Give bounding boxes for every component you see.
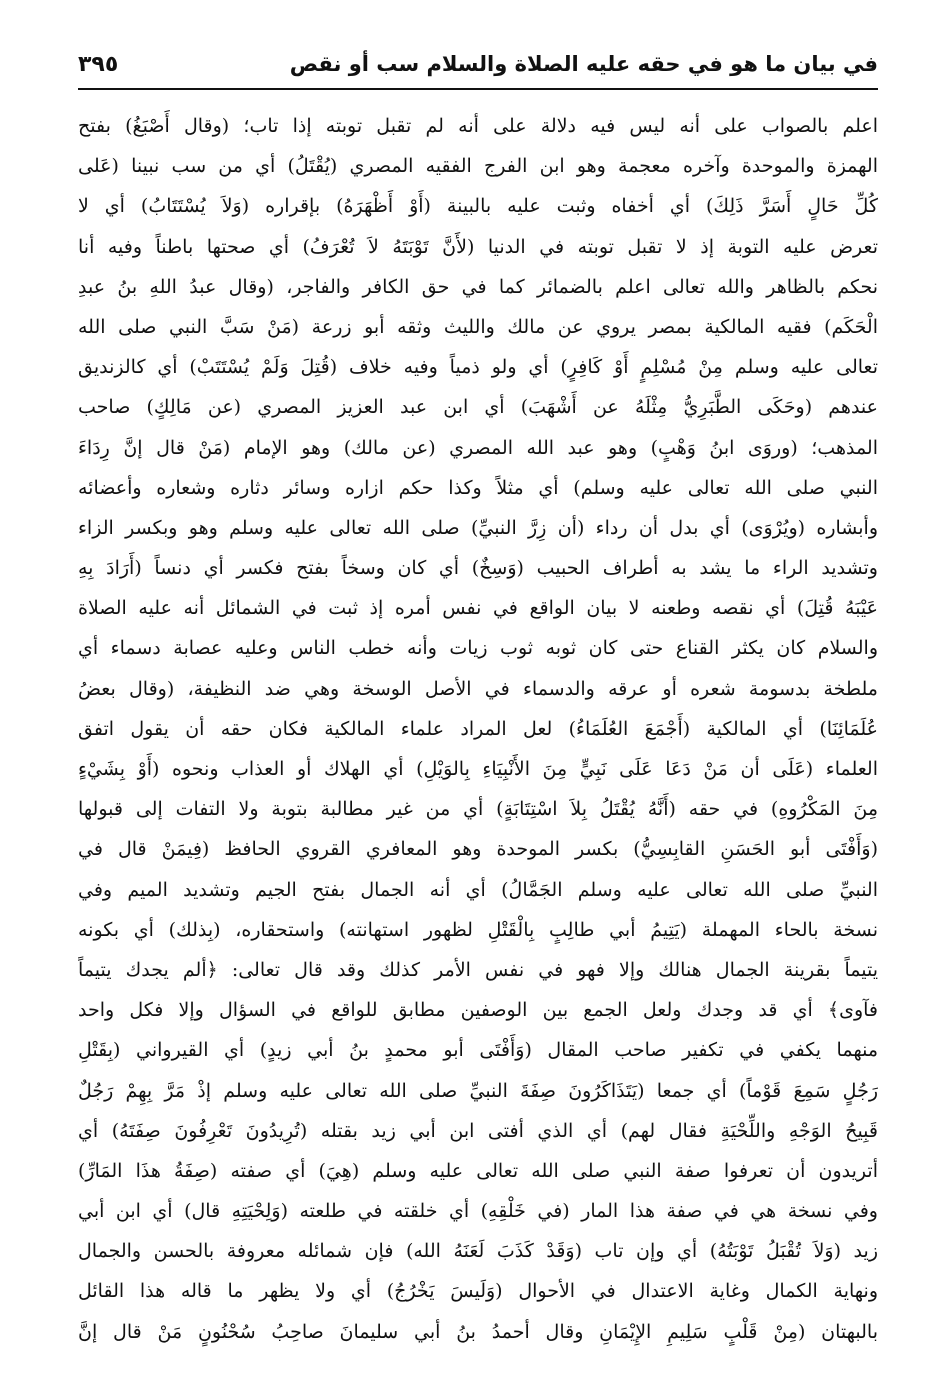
text-line: الهمزة والموحدة وآخره معجمة وهو ابن الفرج الفقيه المصري (يُقْتَلُ) أي من سب نبينا (عَلى — [78, 155, 878, 178]
text-line: ملطخة بدسومة شعره أو عرقه والدسماء في الأصل الوسخة وهي ضد النظيفة، (وقال بعضُ — [78, 677, 878, 700]
text-line: الْحَكَم) فقيه المالكية بمصر يروي عن مالك والليث وثقه أبو زرعة (مَنْ سَبَّ النبي صلى الله — [78, 315, 878, 338]
text-line: نحكم بالظاهر والله تعالى اعلم بالضمائر كما في حق الكافر والفاجر، (وقال عبدُ اللهِ بنُ عبدِ — [78, 275, 878, 298]
text-line: والسلام كان يكثر القناع حتى كان ثوبه ثوب زيات وأنه خطب الناس وعليه عصابة دسماء أي — [78, 637, 878, 660]
text-line: كُلِّ حَالٍ أَسَرَّ ذَلِكَ) أي أخفاه وثبت عليه بالبينة (أَوْ أَظْهَرَهُ) بإقراره (وَلاَ يُسْتَتَابُ) أي لا — [78, 195, 878, 218]
text-line: اعلم بالصواب على أنه ليس فيه دلالة على أنه لم تقبل توبته إذا تاب؛ (وقال أَصْبَغُ) بفتح — [78, 115, 878, 137]
text-line: نسخة بالحاء المهملة (يَتِيمُ أبي طالِبٍ بِالْقَتْلِ لظهور استهانته) واستحقاره، (بِذلك) أي بكونه — [78, 918, 878, 941]
text-line: زيد (وَلاَ تُقْبَلُ تَوْبَتُهُ) أي وإن تاب (وَقَدْ كَذَبَ لَعَنَهُ الله) فإن شمائله معروفة بالحسن والجمال — [78, 1240, 878, 1263]
text-line: تعرض عليه التوبة إذ لا تقبل توبته في الدنيا (لأَنَّ تَوْبَتَهُ لاَ تُعْرَفُ) أي صحتها باطناً وفيه أنا — [78, 235, 878, 258]
book-page — [78, 40, 878, 1370]
text-line: تعالى عليه وسلم مِنْ مُسْلِمٍ أَوْ كَافِرٍ) أي ولو ذمياً وفيه خلاف (قُتِلَ وَلَمْ يُسْتَتَبْ) أي كالزنديق — [78, 356, 878, 379]
text-line: العلماء (عَلَى أن مَنْ دَعَا عَلَى نَبِيٍّ مِنَ الأَنْبِيَاءِ بِالوَيْلِ) أي الهلاك أو العذاب ونحوه (أَوْ بِشَيْءٍ — [78, 758, 878, 780]
text-line: يتيماً بقرينة الجمال هنالك وإلا فهو في نفس الأمر كذلك وقد قال تعالى: ﴿ألم يجدك يتيماً — [78, 958, 878, 981]
text-line: المذهب؛ (وروَى ابنُ وَهْبٍ) وهو عبد الله المصري (عن مالك) وهو الإمام (مَنْ قال إنَّ رِدَاءَ — [78, 436, 878, 459]
text-line: أتريدون أن تعرفوا صفة النبي صلى الله تعالى عليه وسلم (هِيَ) أي صفته (صِفَةُ هذَا المَارِّ) — [78, 1159, 878, 1182]
text-line: وأبشاره (ويُرْوَى) أي بدل أن رداء (أن زِرَّ النبيِّ) صلى الله تعالى عليه وسلم وهو وبكسر الزاء — [78, 516, 878, 539]
text-line: النبي صلى الله تعالى عليه وسلم) أي مثلاً وكذا حكم ازاره وسائر دثاره وشعاره وأعضائه — [78, 476, 878, 499]
chapter-title: في بيان ما هو في حقه عليه الصلاة والسلام سب أو نقص — [289, 52, 878, 76]
text-line: قَبِيحُ الوَجْهِ واللِّحْيَةِ فقال لهم) أي الذي أفتى ابن أبي زيد بقتله (تُرِيدُونَ تَعْرِفُونَ صِفَتَهُ) أي — [78, 1119, 878, 1142]
text-line: وتشديد الراء ما يشد به أطراف الحبيب (وَسِخٌ) أي كان وسخاً بفتح فكسر أي دنساً (أَرَادَ بِهِ — [78, 557, 878, 580]
text-line: النبيِّ صلى الله تعالى عليه وسلم الجَمَّالُ) أي أنه الجمال بفتح الجيم وتشديد الميم وفي — [78, 878, 878, 901]
body-text — [78, 106, 878, 1352]
text-line: عَيْبَهُ قُتِلَ) أي نقصه وطعنه لا بيان الواقع في نفس أمره إذ ثبت في الشمائل أنه عليه الصلاة — [78, 597, 878, 620]
text-line: مِنَ المَكْرُوهِ) في حقه (أَنَّهُ يُقْتَلُ بِلاَ اسْتِتَابَةٍ) أي من غير مطالبة بتوبة ولا التفات إلى قبولها — [78, 798, 878, 821]
text-line: بالبهتان (مِنْ قَلْبٍ سَلِيمِ الإِيْمَانِ وقال أحمدُ بنُ أبي سليمانَ صاحِبُ سُحْنُونٍ مَنْ قال إنَّ — [78, 1320, 878, 1343]
text-line: فآوى﴾ أي قد وجدك ولعل الجمع بين الوصفين مطابق للواقع في السؤال وإلا فكل واحد — [78, 999, 878, 1022]
text-line: عندهم (وحَكَى الطَّبَرِيُّ مِثْلَهُ عن أَشْهَبَ) أي ابن عبد العزيز المصري (عن مَالِكٍ) صاحب — [78, 396, 878, 419]
text-line: رَجُلٍ سَمِعَ قَوْماً) أي جمعا (يَتَذَاكَرُونَ صِفَةَ النبيِّ صلى الله تعالى عليه وسلم إذْ مَرَّ بِهِمْ رَجُلٌ — [78, 1079, 878, 1102]
text-line: (وَأَفْتَى أبو الحَسَنِ القابِسِيُّ) بكسر الموحدة وهو المعافري القروي الحافظ (فِيمَنْ قال في — [78, 838, 878, 861]
text-line: ونهاية الكمال وغاية الاعتدال في الأحوال (وَلَيسَ يَخْرُجُ) أي ولا يظهر ما قاله هذا القائل — [78, 1280, 878, 1303]
running-header — [78, 40, 878, 90]
text-line: عُلَمَائِنَا) أي المالكية (أَجْمَعَ العُلَمَاءُ) لعل المراد علماء المالكية فكان حقه أن يقول اتفق — [78, 717, 878, 740]
text-line: منهما يكفي في تكفير صاحب المقال (وَأَفْتَى أبو محمدٍ بنُ أبي زيدٍ) أي القيرواني (بِقَتْلِ — [78, 1039, 878, 1062]
text-line: وفي نسخة هي في صفة هذا المار (في خَلْقِهِ) أي خلقته في طلعته (وَلِحْيَتِهِ قال) أي ابن أبي — [78, 1200, 878, 1223]
page-number: ٣٩٥ — [78, 51, 119, 77]
